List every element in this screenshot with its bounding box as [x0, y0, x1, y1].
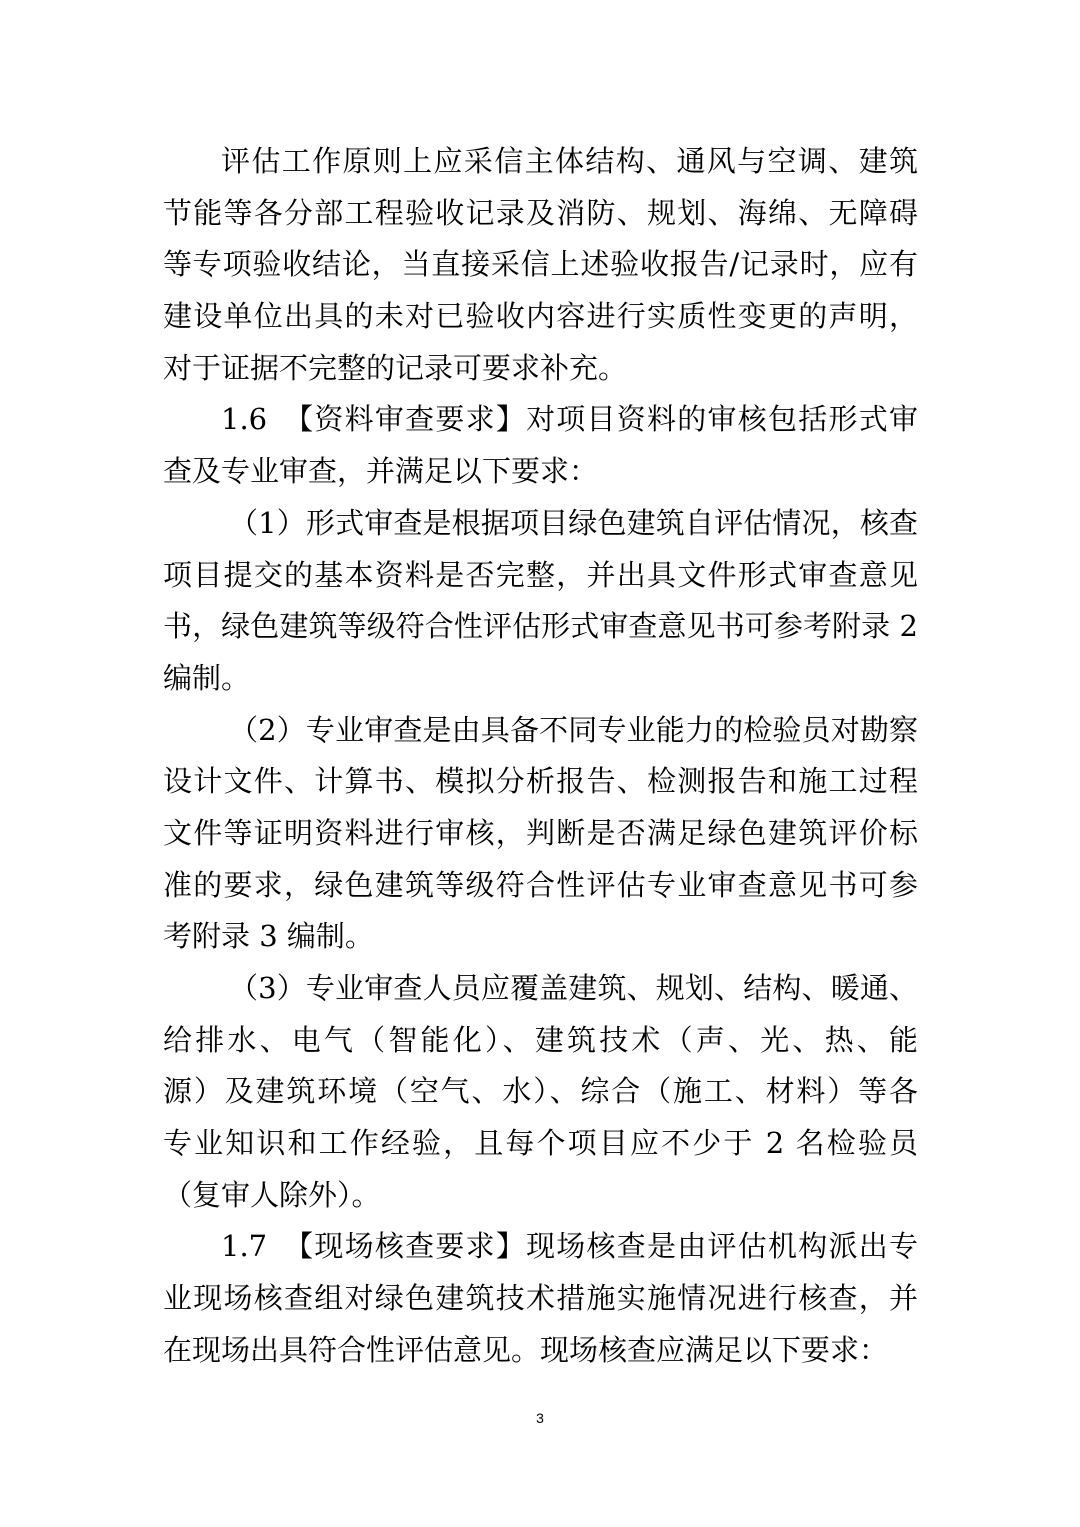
- text-line: 业现场核查组对绿色建筑技术措施实施情况进行核查，并: [163, 1281, 918, 1316]
- text-line: 专业知识和工作经验，且每个项目应不少于 2 名检验员: [163, 1126, 918, 1161]
- text-line: 文件等证明资料进行审核，判断是否满足绿色建筑评价标: [163, 815, 918, 850]
- text-line: 考附录 3 编制。: [163, 919, 374, 954]
- text-line: 项目提交的基本资料是否完整，并出具文件形式审查意见: [163, 557, 918, 592]
- text-line: 源）及建筑环境（空气、水）、综合（施工、材料）等各: [163, 1074, 918, 1109]
- paragraph-item-3-reviewer-coverage: [163, 963, 918, 1221]
- paragraph-item-1-formal-review: [163, 498, 918, 705]
- paragraph-evaluation-principle: [163, 136, 918, 394]
- text-line: 等专项验收结论，当直接采信上述验收报告/记录时，应有: [163, 247, 918, 282]
- text-line: 给排水、电气（智能化）、建筑技术（声、光、热、能: [163, 1022, 918, 1057]
- section-heading-line: 1.6 【资料审查要求】对项目资料的审核包括形式审: [221, 402, 918, 437]
- list-item-line: （3）专业审查人员应覆盖建筑、规划、结构、暖通、: [229, 971, 918, 1005]
- section-heading-line: 1.7 【现场核查要求】现场核查是由评估机构派出专: [221, 1229, 918, 1264]
- text-line: 编制。: [163, 660, 251, 695]
- list-item-line: （2）专业审查是由具备不同专业能力的检验员对勘察: [229, 712, 918, 747]
- paragraph-item-2-professional-review: [163, 705, 918, 963]
- document-body: [163, 136, 918, 1377]
- text-line: 建设单位出具的未对已验收内容进行实质性变更的声明，: [163, 299, 918, 334]
- page-number: 3: [536, 1410, 544, 1426]
- paragraph-section-1-7: [163, 1221, 918, 1376]
- text-line: （复审人除外）。: [163, 1177, 381, 1212]
- text-line: 评估工作原则上应采信主体结构、通风与空调、建筑: [221, 144, 918, 178]
- text-line: 对于证据不完整的记录可要求补充。: [163, 350, 628, 385]
- text-line: 查及专业审查，并满足以下要求：: [163, 454, 599, 489]
- list-item-line: （1）形式审查是根据项目绿色建筑自评估情况，核查: [229, 505, 918, 540]
- text-line: 准的要求，绿色建筑等级符合性评估专业审查意见书可参: [163, 867, 918, 902]
- text-line: 节能等各分部工程验收记录及消防、规划、海绵、无障碍: [163, 195, 918, 230]
- text-line: 在现场出具符合性评估意见。现场核查应满足以下要求：: [163, 1332, 889, 1367]
- paragraph-section-1-6: [163, 394, 918, 497]
- text-line: 书，绿色建筑等级符合性评估形式审查意见书可参考附录 2: [163, 609, 918, 644]
- text-line: 设计文件、计算书、模拟分析报告、检测报告和施工过程: [163, 764, 918, 799]
